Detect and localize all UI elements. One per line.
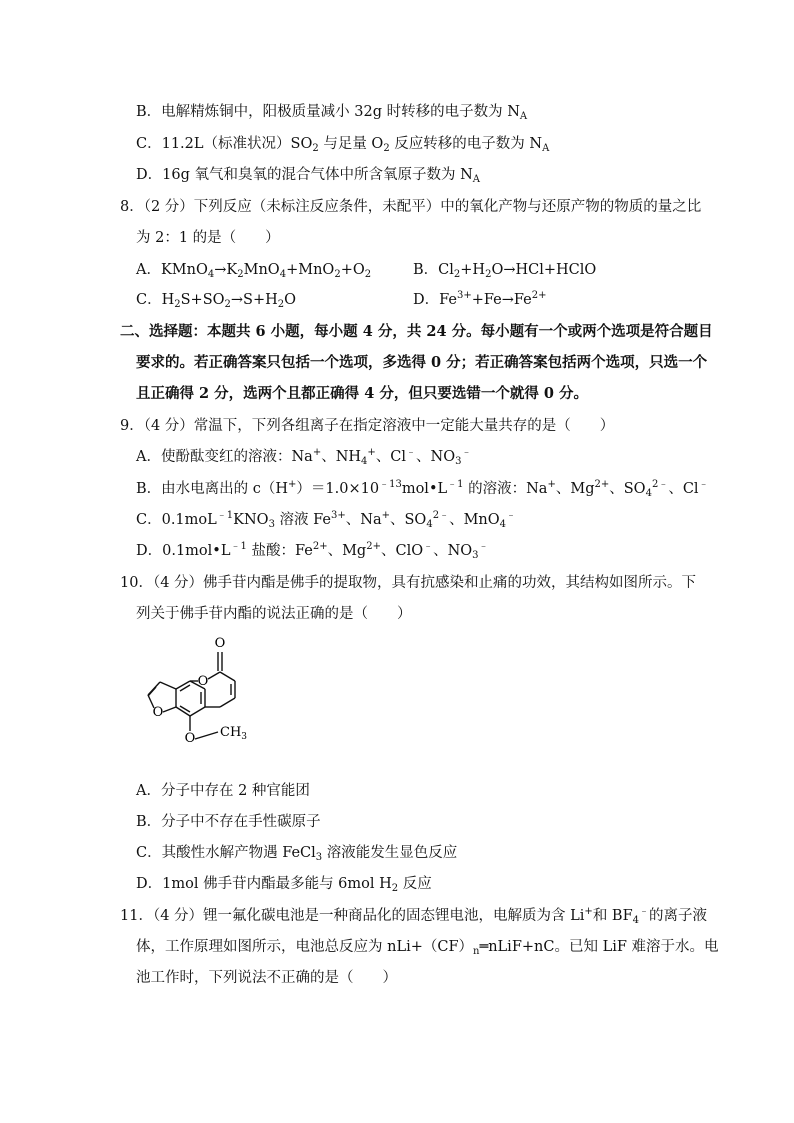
- q10-option-c: C．其酸性水解产物遇 FeCl$_3$ 溶液能发生显色反应: [136, 845, 458, 863]
- q8-option-b: B．$Cl_2+H_2O\to HCl+HClO$: [413, 262, 597, 280]
- furan-bond-1: [160, 682, 176, 689]
- q8-stem-line-1: 8．（2 分）下列反应（未标注反应条件，未配平）中的氧化产物与还原产物的物质的量之比: [120, 199, 702, 215]
- q8-option-d: D．$Fe^{3+}+Fe\to Fe^{2+}$: [413, 290, 547, 308]
- q8-option-a: A．$KMnO_4\to K_2MnO_4+MnO_2+O_2$: [136, 262, 372, 280]
- q10-stem-line-2: 列关于佛手苷内酯的说法正确的是（ ）: [136, 606, 412, 622]
- bergapten-structure-diagram: [130, 632, 300, 762]
- q10-option-a: A．分子中存在 2 种官能团: [136, 783, 310, 799]
- q10-option-d: D．1mol 佛手苷内酯最多能与 6mol $H_2$ 反应: [136, 876, 432, 894]
- q8-stem-line-2: 为 2：1 的是（ ）: [136, 230, 280, 246]
- section2-instructions-line-1: 二、选择题：本题共 6 小题，每小题 4 分，共 24 分。每小题有一个或两个选项是符合题目: [120, 323, 713, 340]
- q9-option-a: A．使酚酞变红的溶液：Na+、$NH_4^+$、Cl﹣、$NO_3^﹣$: [136, 447, 472, 467]
- q11-stem-line-1: 11．（4 分）锂一氟化碳电池是一种商品化的固态锂电池，电解质为含 Li+和 $BF_4^﹣$的离子液: [120, 906, 708, 926]
- section2-instructions-line-2: 要求的。若正确答案只包括一个选项，多选得 0 分；若正确答案包括两个选项，只选一个: [136, 354, 708, 371]
- q10-option-b: B．分子中不存在手性碳原子: [136, 814, 321, 830]
- q7-option-d: D．16g 氧气和臭氧的混合气体中所含氧原子数为 $N_A$: [136, 167, 480, 185]
- q8-option-c: C．$H_2S+SO_2\to S+H_2O$: [136, 292, 297, 310]
- lactone-bond-4: [208, 672, 220, 679]
- q9-stem: 9．（4 分）常温下，下列各组离子在指定溶液中一定能大量共存的是（ ）: [120, 418, 615, 434]
- q7-option-c: C．11.2L（标准状况）$SO_2$ 与足量 $O_2$ 反应转移的电子数为 $N_A$: [136, 136, 550, 154]
- methoxy-bond-2: [195, 732, 218, 739]
- furan-double: [148, 687, 156, 696]
- q9-option-b: B．由水电离出的 $c(H^+)=1.0\times 10^{﹣13}mol•L^{﹣1}$ 的溶液：Na+、$Mg^{2+}$、$SO_4^{2﹣}$、Cl﹣: [136, 479, 709, 499]
- section2-instructions-line-3: 且正确得 2 分，选两个且都正确得 4 分，但只要选错一个就得 0 分。: [136, 385, 589, 402]
- q9-option-c: C．$0.1moL^{﹣1}KNO_3$ 溶液 $Fe^{3+}$、Na+、$SO_4^{2﹣}$、MnO$_4$﹣: [136, 510, 517, 530]
- q7-option-b: B．电解精炼铜中，阳极质量减小 32g 时转移的电子数为 $N_A$: [136, 104, 528, 122]
- q11-stem-line-3: 池工作时，下列说法不正确的是（ ）: [136, 970, 397, 986]
- benzene-bond-1: [176, 681, 190, 689]
- q9-option-d: D．$0.1mol•L^{﹣1}$ 盐酸：$Fe^{2+}$、$Mg^{2+}$、ClO﹣、$NO_3^﹣$: [136, 541, 489, 561]
- lactone-bond-3: [220, 698, 235, 707]
- q10-stem-line-1: 10．（4 分）佛手苷内酯是佛手的提取物，具有抗感染和止痛的功效，其结构如图所示。下: [120, 575, 697, 591]
- methyl-label: $CH_3$: [220, 725, 248, 742]
- lactone-o-label: O: [197, 674, 209, 689]
- lactone-bond-1: [220, 672, 235, 681]
- q11-stem-line-2: 体，工作原理如图所示，电池总反应为 $nLi+(CF)_n═nLiF+nC$。已知 LiF 难溶于水。电: [136, 939, 719, 957]
- ether-o-label: O: [184, 731, 196, 746]
- furan-bond-4: [163, 707, 176, 712]
- benzene-bond-4: [190, 707, 205, 716]
- furan-o-label: O: [152, 705, 164, 720]
- carbonyl-o-label: O: [214, 636, 226, 651]
